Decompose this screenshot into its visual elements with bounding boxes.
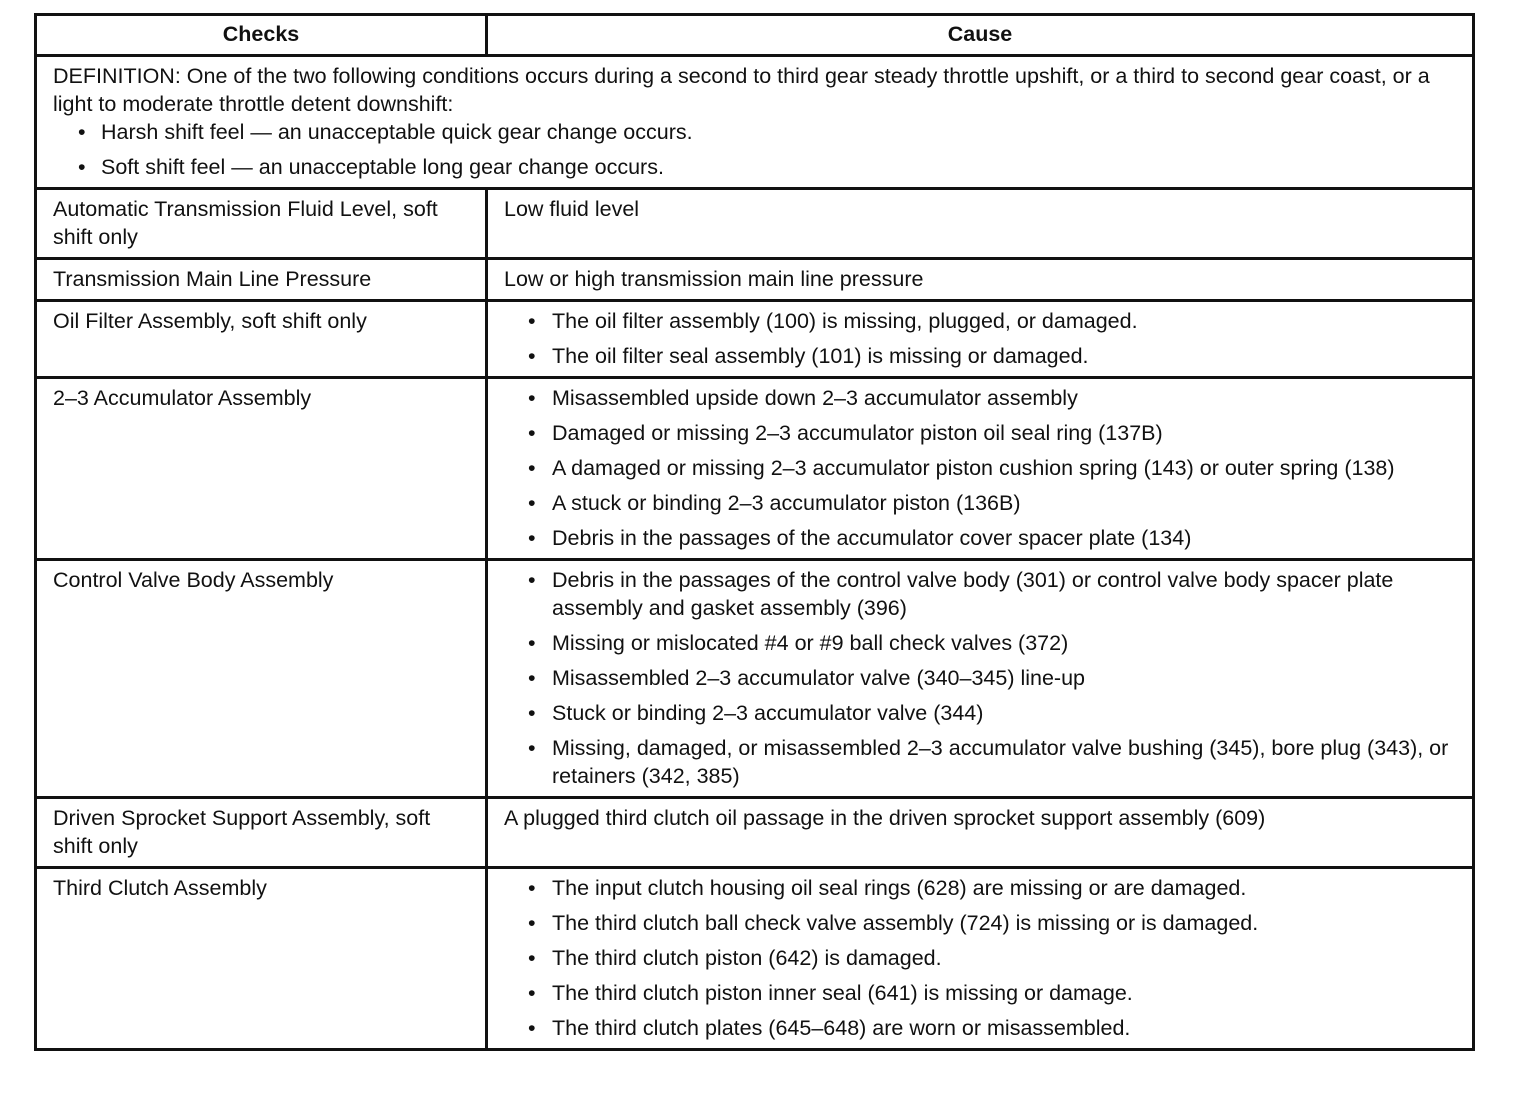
cause-item: • The oil filter seal assembly (101) is missing or damaged.	[504, 342, 1458, 370]
checks-column-header: Checks	[36, 15, 487, 56]
cause-list	[504, 307, 1458, 370]
table-row	[36, 560, 1474, 798]
table-row	[36, 798, 1474, 868]
cause-list	[504, 874, 1458, 1042]
cause-item: • Debris in the passages of the control valve body (301) or control valve body spacer plate assembly and gasket assembly (396)	[504, 566, 1458, 622]
check-cell: 2–3 Accumulator Assembly	[36, 378, 487, 560]
cause-item: • The third clutch piston (642) is damaged.	[504, 944, 1458, 972]
cause-cell: A plugged third clutch oil passage in the driven sprocket support assembly (609)	[487, 798, 1474, 868]
cause-cell	[487, 868, 1474, 1050]
cause-column-header: Cause	[487, 15, 1474, 56]
check-cell: Oil Filter Assembly, soft shift only	[36, 301, 487, 378]
cause-item: • Misassembled upside down 2–3 accumulator assembly	[504, 384, 1458, 412]
cause-item: • Damaged or missing 2–3 accumulator piston oil seal ring (137B)	[504, 419, 1458, 447]
cause-cell	[487, 301, 1474, 378]
cause-cell	[487, 378, 1474, 560]
cause-item: • The oil filter assembly (100) is missing, plugged, or damaged.	[504, 307, 1458, 335]
cause-item: • Misassembled 2–3 accumulator valve (340–345) line-up	[504, 664, 1458, 692]
cause-item: • Debris in the passages of the accumulator cover spacer plate (134)	[504, 524, 1458, 552]
cause-item: • The input clutch housing oil seal rings (628) are missing or are damaged.	[504, 874, 1458, 902]
header-row	[36, 15, 1474, 56]
cause-item: • Missing or mislocated #4 or #9 ball check valves (372)	[504, 629, 1458, 657]
cause-item: • The third clutch ball check valve assembly (724) is missing or is damaged.	[504, 909, 1458, 937]
table-row	[36, 378, 1474, 560]
definition-bullet: • Harsh shift feel — an unacceptable quick gear change occurs.	[53, 118, 1458, 146]
check-cell: Transmission Main Line Pressure	[36, 259, 487, 301]
table-row	[36, 259, 1474, 301]
definition-bullets	[53, 118, 1458, 181]
cause-cell	[487, 560, 1474, 798]
cause-item: • Missing, damaged, or misassembled 2–3 accumulator valve bushing (345), bore plug (343), or retainers (342, 385)	[504, 734, 1458, 790]
definition-row	[36, 56, 1474, 189]
cause-item: • A stuck or binding 2–3 accumulator piston (136B)	[504, 489, 1458, 517]
diagnostic-table	[34, 13, 1475, 1051]
definition-cell	[36, 56, 1474, 189]
table-row	[36, 868, 1474, 1050]
cause-cell: Low fluid level	[487, 189, 1474, 259]
definition-text: DEFINITION: One of the two following conditions occurs during a second to third gear steady throttle upshift, or a third to second gear coast, or a light to moderate throttle detent downshift:	[53, 64, 1430, 116]
cause-cell: Low or high transmission main line pressure	[487, 259, 1474, 301]
check-cell: Driven Sprocket Support Assembly, soft shift only	[36, 798, 487, 868]
cause-item: • The third clutch piston inner seal (641) is missing or damage.	[504, 979, 1458, 1007]
check-cell: Control Valve Body Assembly	[36, 560, 487, 798]
cause-item: • The third clutch plates (645–648) are worn or misassembled.	[504, 1014, 1458, 1042]
check-cell: Third Clutch Assembly	[36, 868, 487, 1050]
cause-list	[504, 566, 1458, 790]
table-row	[36, 189, 1474, 259]
check-cell: Automatic Transmission Fluid Level, soft shift only	[36, 189, 487, 259]
table-row	[36, 301, 1474, 378]
definition-bullet: • Soft shift feel — an unacceptable long gear change occurs.	[53, 153, 1458, 181]
cause-item: • A damaged or missing 2–3 accumulator piston cushion spring (143) or outer spring (138)	[504, 454, 1458, 482]
cause-list	[504, 384, 1458, 552]
cause-item: • Stuck or binding 2–3 accumulator valve (344)	[504, 699, 1458, 727]
